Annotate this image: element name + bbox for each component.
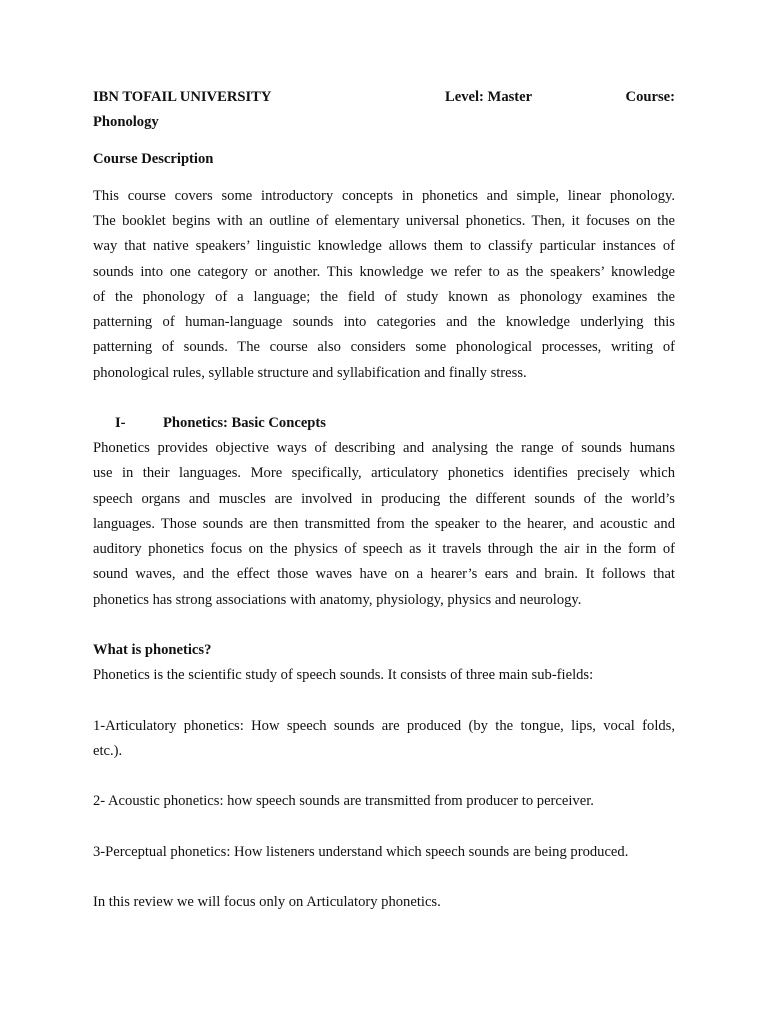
description-line: of the phonology of a language; the field of study known as phonology examines the <box>93 289 675 305</box>
section-line: Phonetics provides objective ways of describing and analysing the range of sounds humans <box>93 440 675 456</box>
what-is-intro: Phonetics is the scientific study of speech sounds. It consists of three main sub-fields: <box>93 667 594 683</box>
section-title: Phonetics: Basic Concepts <box>163 415 326 431</box>
section-line: languages. Those sounds are then transmitted from the speaker to the hearer, and acoustic and <box>93 516 675 532</box>
description-line: patterning of human-language sounds into categories and the knowledge underlying this <box>93 314 675 330</box>
section-line: sound waves, and the effect those waves have on a hearer’s ears and brain. It follows that <box>93 566 675 582</box>
section-line: speech organs and muscles are involved in producing the different sounds of the world’s <box>93 491 675 507</box>
description-line: phonological rules, syllable structure and syllabification and finally stress. <box>93 365 527 381</box>
description-line: sounds into one category or another. This knowledge we refer to as the speakers’ knowledge <box>93 264 675 280</box>
closing-sentence: In this review we will focus only on Articulatory phonetics. <box>93 894 441 910</box>
description-line: The booklet begins with an outline of elementary universal phonetics. Then, it focuses on the <box>93 213 675 229</box>
subfield-articulatory: 1-Articulatory phonetics: How speech sounds are produced (by the tongue, lips, vocal folds, <box>93 718 675 734</box>
what-is-heading: What is phonetics? <box>93 642 212 658</box>
section-line: phonetics has strong associations with anatomy, physiology, physics and neurology. <box>93 592 582 608</box>
subfield-perceptual: 3-Perceptual phonetics: How listeners understand which speech sounds are being produced. <box>93 844 629 860</box>
course-label: Course: <box>625 89 675 105</box>
subfield-articulatory-cont: etc.). <box>93 743 123 759</box>
subfield-acoustic: 2- Acoustic phonetics: how speech sounds are transmitted from producer to perceiver. <box>93 793 594 809</box>
section-line: auditory phonetics focus on the physics of speech as it travels through the air in the form of <box>93 541 675 557</box>
university-name: IBN TOFAIL UNIVERSITY <box>93 89 272 105</box>
section-number: I- <box>115 415 126 431</box>
description-line: way that native speakers’ linguistic knowledge allows them to classify particular instances of <box>93 238 675 254</box>
level-label: Level: Master <box>445 89 533 105</box>
course-description-heading: Course Description <box>93 151 214 167</box>
section-line: use in their languages. More specifically, articulatory phonetics identifies precisely which <box>93 465 675 481</box>
description-line: patterning of sounds. The course also considers some phonological processes, writing of <box>93 339 675 355</box>
description-line: This course covers some introductory concepts in phonetics and simple, linear phonology. <box>93 188 675 204</box>
course-name: Phonology <box>93 114 159 130</box>
